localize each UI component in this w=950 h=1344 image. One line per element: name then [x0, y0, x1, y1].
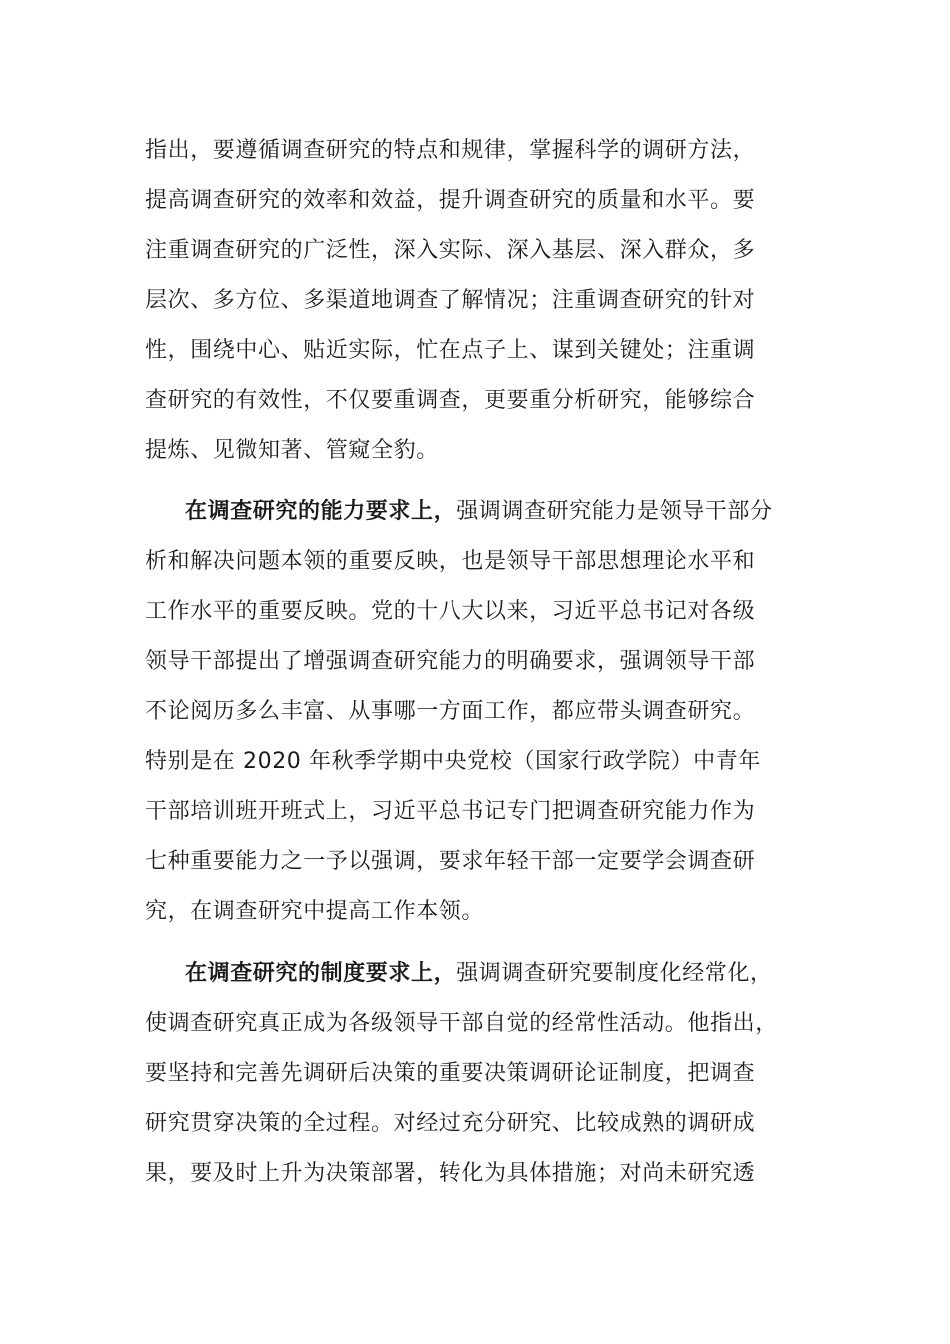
paragraph-2 — [145, 487, 845, 937]
text-line: 层次、多方位、多渠道地调查了解情况；注重调查研究的针对 — [145, 288, 756, 313]
text-line: 析和解决问题本领的重要反映，也是领导干部思想理论水平和 — [145, 549, 756, 574]
text-line: 提高调查研究的效率和效益，提升调查研究的质量和水平。要 — [145, 188, 756, 213]
text-line: 提炼、见微知著、管窥全豹。 — [145, 438, 439, 463]
paragraph-lead-heading: 在调查研究的能力要求上， — [185, 499, 457, 524]
text-line: 研究贯穿决策的全过程。对经过充分研究、比较成熟的调研成 — [145, 1111, 756, 1136]
text-line: 七种重要能力之一予以强调，要求年轻干部一定要学会调查研 — [145, 849, 756, 874]
text-line-first — [145, 487, 845, 537]
text-line: 领导干部提出了增强调查研究能力的明确要求，强调领导干部 — [145, 649, 756, 674]
text-line: 性，围绕中心、贴近实际，忙在点子上、谋到关键处；注重调 — [145, 338, 756, 363]
text-line-rest: 强调调查研究能力是领导干部分 — [456, 499, 773, 524]
text-line: 工作水平的重要反映。党的十八大以来，习近平总书记对各级 — [145, 599, 756, 624]
text-line: 查研究的有效性，不仅要重调查，更要重分析研究，能够综合 — [145, 388, 756, 413]
text-line: 使调查研究真正成为各级领导干部自觉的经常性活动。他指出， — [145, 1011, 778, 1036]
text-line-rest: 强调调查研究要制度化经常化， — [456, 961, 773, 986]
text-line-first — [145, 949, 845, 999]
text-line: 注重调查研究的广泛性，深入实际、深入基层、深入群众，多 — [145, 238, 756, 263]
text-line: 特别是在 2020 年秋季学期中央党校（国家行政学院）中青年 — [145, 749, 761, 774]
paragraph-1 — [145, 126, 845, 476]
text-line: 不论阅历多么丰富、从事哪一方面工作，都应带头调查研究。 — [145, 699, 756, 724]
text-line: 究，在调查研究中提高工作本领。 — [145, 899, 485, 924]
paragraph-3 — [145, 949, 845, 1199]
text-line: 指出，要遵循调查研究的特点和规律，掌握科学的调研方法， — [145, 138, 756, 163]
text-line: 要坚持和完善先调研后决策的重要决策调研论证制度，把调查 — [145, 1061, 756, 1086]
text-line: 干部培训班开班式上，习近平总书记专门把调查研究能力作为 — [145, 799, 756, 824]
text-line: 果，要及时上升为决策部署，转化为具体措施；对尚未研究透 — [145, 1161, 756, 1186]
paragraph-lead-heading: 在调查研究的制度要求上， — [185, 961, 457, 986]
